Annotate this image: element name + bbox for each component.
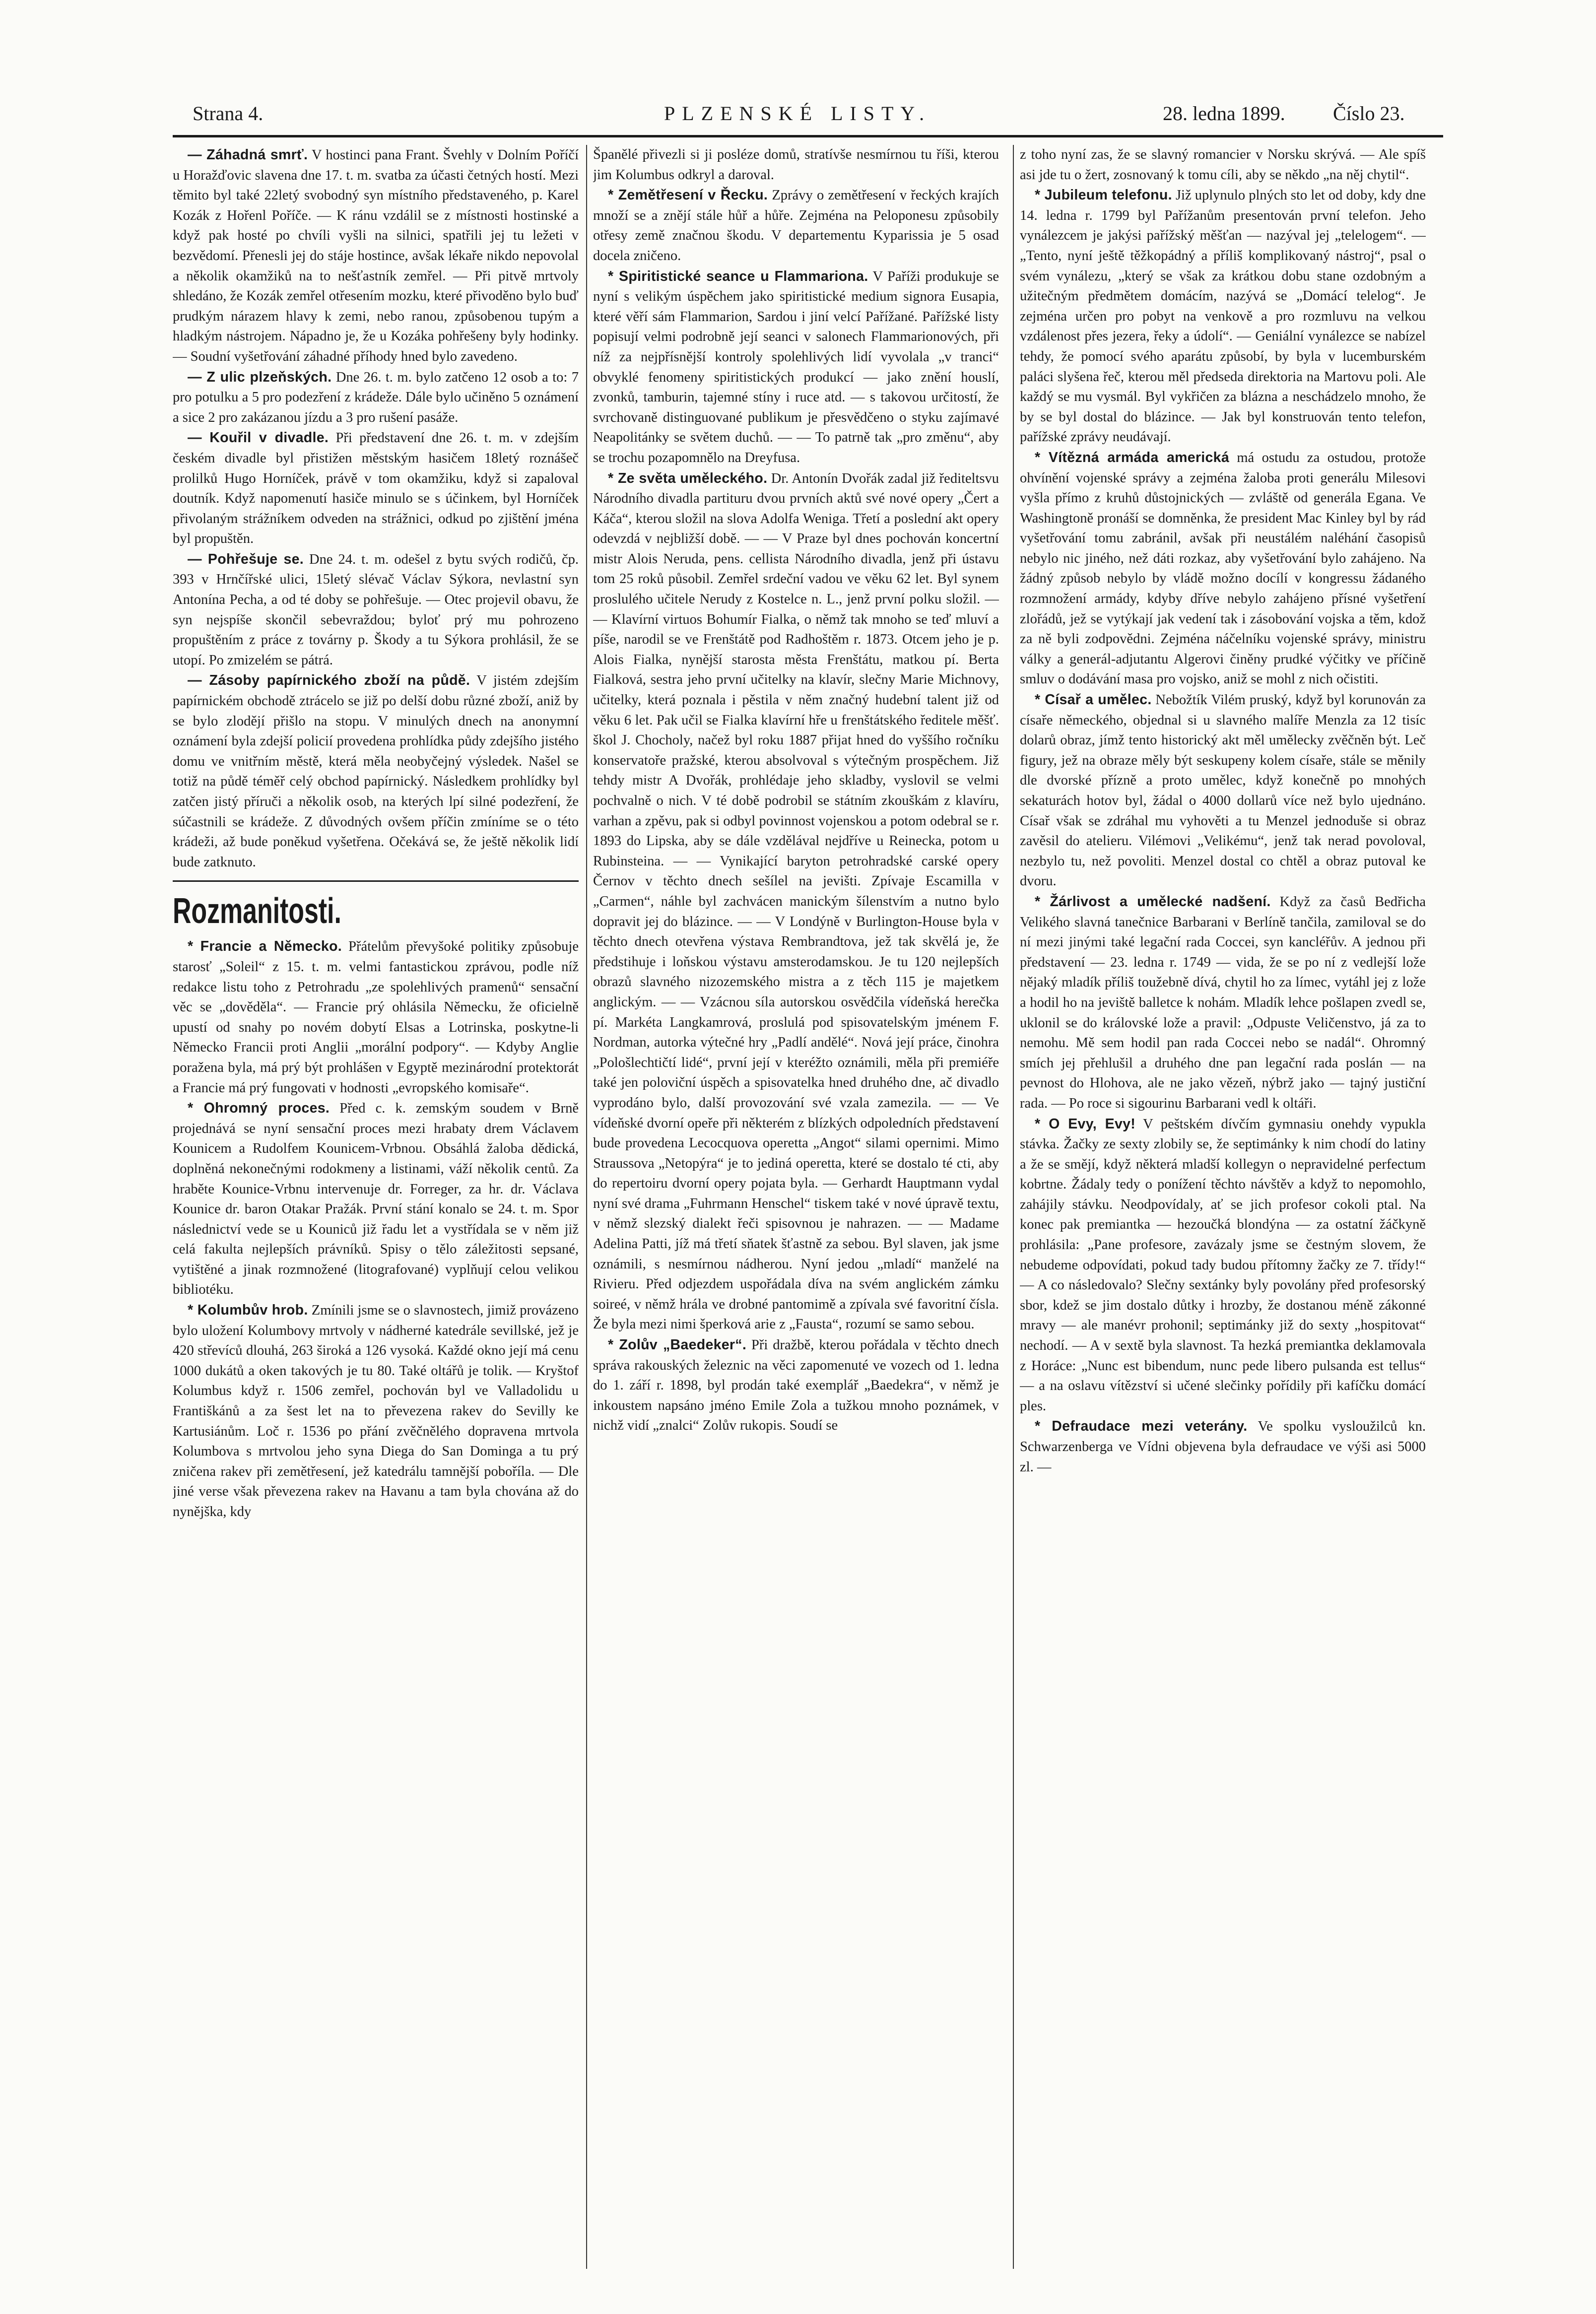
article-heading: — Zásoby papírnického zboží na půdě. [188,672,470,689]
article [1020,448,1426,690]
article-text: V peštském dívčím gymnasiu onehdy vypukla stávka. Žačky ze sexty zlobily se, že septimánky k nim chodí do latiny a že se smějí, když některá mladší kollegyn o nepravidelné perfectum kobrtne. Žádaly tedy o ponížení těchto návštěv a když to nepomohlo, zahájily stávku. Neodpovídaly, ať se jich profesor cokoli ptal. Na konec pak premiantka — hezoučká blondýna — za ostatní žáčkyně prohlásila: „Pane profesore, zavázaly jsme se čestným slovem, že nebudeme odpovídati, pokud tady budou přítomny žačky ze 7. třídy!“ — A co následovalo? Slečny sextánky byly povolány před profesorský sbor, kdež se jim dostalo důtky i hrozby, že dostanou méně zákonné mravy — ale manévr prohonil; septimánky již do sexty „hospitovat“ nechodí. — A v sextě byla slavnost. Ta hezká premiantka deklamovala z Horáce: „Nunc est bibendum, nunc pede libero pulsanda est tellus“ — a na oslavu vítězství si učené slečinky pořídily při kafíčku domácí ples. [1020,1116,1426,1414]
article [173,428,579,549]
article-text: Dne 24. t. m. odešel z bytu svých rodičů, čp. 393 v Hrnčířské ulici, 15letý slévač Václav Sýkora, nevlastní syn Antonína Pecha, a od té doby se pohřešuje. — Otec projevil obavu, že syn nejspíše skončil sebevraždou; byloť prý mu pohrozeno propuštěním z práce z továrny p. Škody a tu Sýkora prohlásil, že se utopí. Po zmizelém se pátrá. [173,551,579,668]
article-text: má ostudu za ostudou, protože ohvínění vojenské správy a zejména žaloba proti generálu Milesovi vyšla přímo z kruhů důstojnických — zvláště od generála Egana. Ve Washingtoně pronáší se domněnka, že president Mac Kinley byl by rád vyšetřování tomu zabránil, avšak při neustálém naléhání časopisů nebylo nic jiného, než dáti rozkaz, aby vyšetřování bylo zahájeno. Na žádný způsob nebylo by vládě možno docílí v kongressu žádaného rozmnožení armády, kdyby dříve nebylo zahájeno přísné vyšetření zlořádů, jež se vytýkají jak vedení tak i zásobování vojska a těm, kdož za ně byli zodpovědni. Zejména náčelníku vojenské správy, ministru války a generál-adjutantu Algerovi činěny prudké výčitky ve příčině smluv o dodávání masa pro vojsko, aniž se mohl z nich očistiti. [1020,450,1426,687]
article [173,670,579,872]
article-text: Když za časů Bedřicha Velikého slavná tanečnice Barbarani v Berlíně tančila, zamiloval se do ní mezi jinými také legační rada Coccei, syn kancléřův. A jednou při představení — 23. ledna r. 1749 — vida, že se po ní z vedlejší lože nějaký mladík příliš toužebně dívá, chytil ho za límec, vytáhl jej z lože a hodil ho na jeviště balletce k nohám. Mladík lehce pošlapen zvedl se, uklonil se do královské lože a pravil: „Odpuste Veličenstvo, já za to nemohu. Mě sem hodil pan rada Coccei nebo se nadál“. Ohromný smích jej přehlušil a druhého dne pan legační rada poslán — na pevnost do Hlohova, ale ne jako vězeň, nýbrž jako — tajný justiční rada. — Po roce si sigourinu Barbarani vedl k oltáři. [1020,894,1426,1111]
article [1020,185,1426,448]
article-heading: * Defraudace mezi veterány. [1035,1418,1248,1435]
article-text: V Paříži produkuje se nyní s velikým úspěchem jako spiritistické medium signora Eusapia, které věří sám Flammarion, Sardou i jiní velcí Pařížané. Pařížské listy popisují velmi podrobně její seanci v salonech Flammarionových, při níž za nejpřísnější kontroly spolehlivých lidí vyvolala „v tranci“ obvyklé fenomeny spiritistických produkcí — jako znění houslí, zvonků, tamburin, tajemné stíny i ruce atd. — s takovou určitostí, že svrchovaně distinguované publikum je přesvědčeno o styku zajímavé Neapolitánky se světem duchů. — — To patrně tak „pro změnu“, aby se trochu pozapomnělo na Dreyfusa. [593,268,999,465]
article-text: Španělé přivezli si ji posléze domů, stratívše nesmírnou tu říši, kterou jim Kolumbus odkryl a daroval. [593,147,999,183]
article-heading: * Spiritistické seance u Flammariona. [608,268,868,284]
column-1 [173,145,579,2271]
article-continuation [593,145,999,185]
article-text: Při dražbě, kterou pořádala v těchto dnech správa rakouských železnic na věci zapomenuté ve vozech od 1. ledna do 1. září r. 1898, byl prodán také exemplář „Baedekra“, v němž je inkoustem napsáno jméno Emile Zola a tužkou mnoho poznámek, v nichž vidí „znalci“ Zolův rukopis. Soudí se [593,1337,999,1434]
article-text: Nebožtík Vilém pruský, když byl korunován za císaře německého, objednal si u slavného malíře Menzla za 12 tisíc dolarů obraz, jímž tento historický akt měl umělecky zvěčněn být. Leč figury, jež na obraze měly být seskupeny kolem císaře, stále se měnily dle dvorské přízně a proto umělec, když konečně po mnohých sekaturách hotov byl, žádal o 4000 dollarů více než bylo ujednáno. Císař však se zdráhal mu vyhověti a tu Menzel jednoduše si obraz zavěsil do atelieru. Vilémovi „Velikému“, jenž tak nerad povoloval, nezbylo tu, než povoliti. Menzel dostal co chtěl a obraz putoval ke dvoru. [1020,692,1426,889]
article-heading: * Francie a Německo. [188,938,342,955]
column-3 [1020,145,1426,2271]
article-text: Zprávy o zemětřesení v řeckých krajích množí se a znějí stále hůř a hůře. Zejména na Peloponesu způsobily otřesy země značnou škodu. V departementu Kyparissia je 5 osad docela zničeno. [593,188,999,264]
article [173,367,579,428]
article-heading: * Vítězná armáda americká [1035,449,1229,465]
article-text: Dr. Antonín Dvořák zadal již řediteltsvu Národního divadla partituru dvou prvních aktů své nové opery „Čert a Káča“, kterou složil na slova Adolfa Weniga. Třetí a poslední akt opery odevzdá v nejbližší době. — — V Praze byl dnes pochován koncertní mistr Alois Neruda, pens. cellista Národního divadla, jenž při ústavu tom 25 roků působil. Zemřel srdeční vadou ve věku 62 let. Byl synem proslulého učitele Nerudy z Kostelce n. L., jenž první polku složil. — — Klavírní virtuos Bohumír Fialka, o němž tak mnoho se teď mluví a píše, narodil se ve Frenštátě pod Radhoštěm r. 1873. Otcem jeho je p. Alois Fialka, nynější starosta města Frenštátu, matkou pí. Berta Fialková, sestra jeho první učitelky na klavír, slečny Marie Michnovy, učitelky, která poznala i pěstila v něm značný hudební talent již od věku 6 let. Pak učil se Fialka klavírní hře u frenštátského ředitele měšť. škol J. Chocholy, načež byl roku 1887 přijat hned do vyššího ročníku konservatoře pražské, kterou absolvoval s výtečným prospěchem. Již tehdy mistr A Dvořák, prohlédaje jeho skladby, vyslovil se velmi pochvalně o nich. V té době podrobil se státním zkouškám z klavíru, varhan a zpěvu, pak si odbyl povinnost vojenskou a potom odebral se r. 1893 do Lipska, aby se dále vzdělával nejdříve u Reineckа, potom u Rubinsteina. — — Vynikající baryton petrohradské carské opery Černov v těchto dnech sešílel na jevišti. Zpívaje Escamilla v „Carmen“, náhle byl zachvácen manickým šílenstvím a nutno bylo dopravit jej do blázince. — — V Londýně v Burlington-House byla v těchto dnech otevřena výstava Rembrandtova, jež tak skvělá je, že předstihuje i loňskou výstavu amsterodamskou. Je tu 120 nejlepších obrazů slavného nizozemského mistra a z těch 115 je majetkem anglickým. — — Vzácnou síla autorskou osvědčila vídeňská herečka pí. Markéta Langkamrová, proslulá pod spisovatelským jménem F. Nordman, autorka výtečné hry „Padlí andělé“. Nová její práce, činohra „Pološlechtičtí lidé“, první její v kteréžto oznámili, měla při premiéře také jen poloviční úspěch a spisovatelka hned druhého dne, ač divadlo vyprodáno bylo, další provozování své vzala zamezila. — — Ve vídeňské dvorní opeře při některém z blízkých odpoledních představení bude provedena Lecocquova operetta „Angot“ silami opernimi. Mimo Straussova „Netopýra“ je to jediná operetta, které se dostalo té cti, aby do repertoiru dvorní opery pojata byla. — Gerhardt Hauptmann vydal nyní své drama „Fuhrmann Henschel“ tiskem také v nové úpravě textu, v němž slezský dialekt řeči spisovnou je nahrazen. — — Madame Adelina Patti, jíž má třetí sňatek šťastně za sebou. Byl slaven, jak jsme oznámili, s nesmírnou nádherou. Nyní jedou „mladí“ manželé na Rivieru. Před odjezdem uspořádala díva na svém anglickém zámku soireé, v němž hrála ve drobné pantomimě a zpívala své favoritní čísla. Že byla mezi nimi šperková arie z „Fausta“, rozumí se samo sebou. [593,470,999,1332]
article [593,468,999,1335]
column-divider [1013,145,1014,2269]
column-divider [586,145,587,2269]
issue-date: 28. ledna 1899. [1163,102,1285,125]
article-heading: — Kouřil v divadle. [188,430,329,446]
article-text: z toho nyní zas, že se slavný romancier v Norsku skrývá. — Ale spíš asi jde tu o žert, zosnovaný k tomu cíli, aby se někdo „na něj chytil“. [1020,147,1426,183]
article-heading: — Pohřešuje se. [188,551,304,567]
article-text: Zmínili jsme se o slavnostech, jimiž provázeno bylo uložení Kolumbovy mrtvoly v nádherné katedrále sevillské, jež je 420 střevíců dlouhá, 263 široká a 126 vysoká. Každé okno její má cenu 1000 dukátů a oken takových je tu 80. Také oltářů je tolik. — Kryštof Kolumbus když r. 1506 zemřel, pochován byl ve Valladolidu u Františkánů a za šest let na to převezena rakev do Sevilly ke Kartusiánům. Loč r. 1536 po přání zvěčnělého dopravena mrtvola Kolumbova s mrtvolou jeho syna Diega do San Dominga a tu prý zničena rakev při zemětřesení, jež katedrálu tamnější poboříla. — Dle jiné verse však převezena rakev na Havanu a tam byla chována až do nynějška, kdy [173,1303,579,1520]
article-text: Při představení dne 26. t. m. v zdejším českém divadle byl přistižen městským hasičem 18letý roznášeč prolilků Hugo Horníček, právě v tom okamžiku, když si zapaloval doutník. Když napomenutí hasiče minulo se s účinkem, byl Horníček přivolaným strážníkem odveden na strážnici, odkud po zjištění jména byl propuštěn. [173,430,579,547]
article [1020,690,1426,892]
article-heading: * O Evy, Evy! [1035,1116,1136,1132]
issue-number: Číslo 23. [1333,102,1405,125]
article-heading: * Ohromný proces. [188,1100,330,1117]
article-text: Před c. k. zemským soudem v Brně projednává se nyní sensační proces mezi hrabaty drem Václavem Kounicem a Rudolfem Kounicem-Vrbnou. Obsáhlá žaloba dědická, doplněná nekonečnými rodokmeny a listinami, váží několik centů. Za hraběte Kounice-Vrbnu intervenuje dr. Forreger, za hr. dr. Václava Kounice dr. baron Otakar Pražák. První stání konalo se 24. t. m. Spor následnictví vede se u Kouniců již řadu let a vystřídala se v něm již celá fakulta nejlepších právníků. Spisy o tělo záležitosti sepsané, vytištěné a jinak rozmnožené (litografované) vyplňují celou velikou bibliotéku. [173,1101,579,1298]
article-text: V jistém zdejším papírnickém obchodě ztrácelo se již po delší dobu různé zboží, aniž by se bylo zlodějí přišlo na stopu. V minulých dnech na anonymní oznámení byla zdejší policií provedena prohlídka půdy zdejšího jistého domu ve vnitřním městě, která měla neobyčejný výsledek. Našel se totiž na půdě téměř celý obchod papírnický. Následkem prohlídky byl zatčen jistý příruči a několik osob, na kterých lpí silné podezření, že súčastnili se krádeže. Z důvodných ovšem příčin zmíníme se o této krádeži, až bude poněkud vyšetřena. Očekává se, že ještě několik lidí bude zatknuto. [173,673,579,870]
article [1020,1114,1426,1417]
article-text: Přátelům převyšoké politiky způsobuje starosť „Soleil“ z 15. t. m. velmi fantastickou zprávou, podle níž redakce listu toho z Petrohradu „ze spolehlivých pramenů“ sensační věc se „dověděla“. — Francie prý ohlásila Německu, že oficielně upustí od snahy po novém dobytí Elsas a Lotrinska, poskytne-li Německo Francii proti Anglii „morální podpory“. — Kdyby Anglie poražena byla, má prý být prohlášen v Egyptě mezinárodní protektorát a Francie má prý fungovati v hodnosti „evropského komisaře“. [173,939,579,1096]
article-text: V hostinci pana Frant. Švehly v Dolním Poříčí u Horažďovic slavena dne 17. t. m. svatba za účasti četných hostí. Mezi těmito byl také 22letý svobodný syn místního představeného, p. Karel Kozák z Hořenl Poříče. — K ránu vzdálil se z místnosti hostinské a když pak hosté po chvíli vyšli na silnici, spatřili jej tu ležeti v bezvědomí. Přenesli jej do stáje hostince, avšak lékaře nikdo nepovolal a několik okamžiků na to nešťastník zemřel. — Při pitvě mrtvoly shledáno, že Kozák zemřel otřesením mozku, které přivoděno bylo buď prudkým nárazem hlavy k zemi, nebo ranou, způsobenou tupým a hladkým nástrojem. Nápadno je, že u Kozáka pohřešeny byly hodinky. — Soudní vyšetřování záhadné příhody hned bylo zavedeno. [173,147,579,364]
article [593,266,999,468]
article [173,1300,579,1522]
page-label: Strana 4. [193,102,264,125]
article [593,1335,999,1436]
article-heading: * Zolův „Baedeker“. [608,1337,747,1353]
page-header [193,102,1443,132]
section-title: Rozmanitosti. [173,891,341,931]
article [173,936,579,1098]
article-heading: * Ze světa uměleckého. [608,470,768,486]
newspaper-title: PLZENSKÉ LISTY. [664,102,931,125]
article-heading: * Zemětřesení v Řecku. [608,187,768,203]
article [1020,892,1426,1114]
article-text: Již uplynulo plných sto let od doby, kdy dne 14. ledna r. 1799 byl Pařížanům presentován první telefon. Jeho vynálezcem je jakýsi pařížský měšťan — nazýval jej „telelogem“. — „Tento, nyní ještě těžkopádný a příliš komplikovaný nástroj“, psal o svém vynálezu, „který se však za krátkou dobu stane ozdobným a užitečným předmětem domácím, nazývá se „Domácí telelog“. Je zejména určen pro pobyt na venkově a pro rozmluvu na velkou vzdálenost přes jezera, řeky a údolí“. — Geniální vynálezce se nabízel tehdy, že pomocí svého aparátu způsobí, by byla v lucemburském paláci slyšena řeč, kterou měl předseda direktoria na Martovu poli. Ale každý se mu vysmál. Byl vykřičen za blázna a neschádzelo mnoho, že by se byl dostal do blázince. — Jak byl konstruován tento telefon, pařížské zprávy neudávají. [1020,188,1426,445]
article [1020,1416,1426,1477]
article-heading: * Jubileum telefonu. [1035,187,1172,203]
article [173,1098,579,1300]
article-text: Ve spolku vysloužilců kn. Schwarzenberga ve Vídni objevena byla defraudace ve výši asi 5000 zl. — [1020,1419,1426,1475]
article-continuation [1020,145,1426,185]
header-rule [173,135,1443,137]
article-heading: * Císař a umělec. [1035,692,1152,708]
article-heading: — Záhadná smrť. [188,147,308,163]
article-heading: * Žárlivost a umělecké nadšení. [1035,893,1271,910]
article-text: Dne 26. t. m. bylo zatčeno 12 osob a to: 7 pro potulku a 5 pro podezření z krádeže. Dále bylo učiněno 5 oznámení a sice 2 pro zakázanou jízdu a 3 pro rušení pasáže. [173,369,579,425]
article [173,145,579,367]
column-2 [593,145,999,2271]
article-heading: * Kolumbův hrob. [188,1302,308,1319]
article [173,549,579,671]
section-rule [173,880,579,882]
article-heading: — Z ulic plzeňských. [188,369,332,385]
article [593,185,999,266]
